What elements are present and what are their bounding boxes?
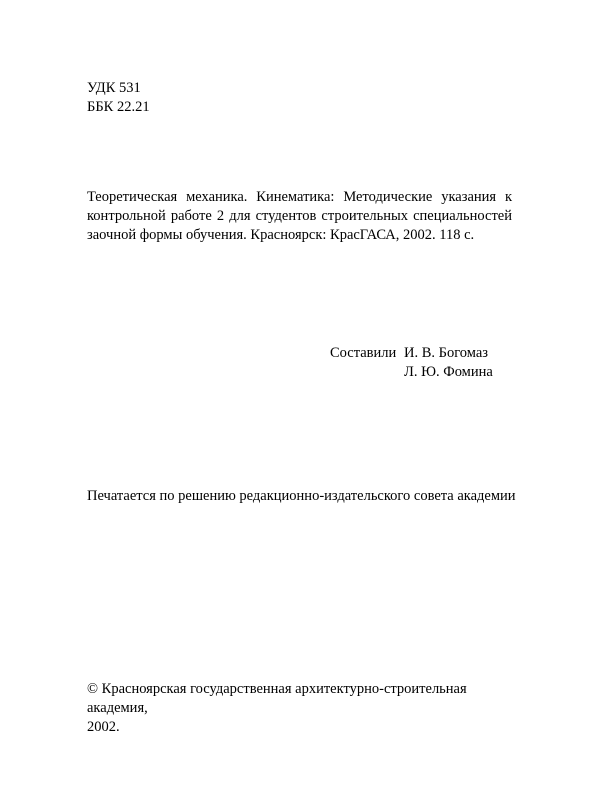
compiler-row — [330, 363, 512, 382]
bibliographic-line: контрольной работе 2 для студентов строительных специальностей — [87, 208, 512, 224]
publication-approval: Печатается по решению редакционно-издательского совета академии — [87, 488, 516, 504]
bibliographic-line: Теоретическая механика. Кинематика: Методические указания к — [87, 189, 512, 205]
copyright-notice — [87, 680, 517, 737]
compiler-name: Л. Ю. Фомина — [404, 364, 493, 380]
bibliographic-description — [87, 188, 512, 245]
lbc-code: ББК 22.21 — [87, 99, 150, 115]
compilers-block — [330, 344, 512, 382]
compiler-name: И. В. Богомаз — [404, 345, 489, 361]
classification-codes — [87, 79, 150, 117]
copyright-year: 2002. — [87, 719, 120, 735]
copyright-symbol: © — [87, 681, 99, 697]
compiler-row — [330, 344, 512, 363]
copyright-holder: Красноярская государственная архитектурно-строительная академия, — [87, 681, 467, 716]
compilers-label: Составили — [330, 345, 397, 361]
bibliographic-line: заочной формы обучения. Красноярск: КрасГАСА, 2002. 118 с. — [87, 227, 475, 243]
udc-code: УДК 531 — [87, 80, 141, 96]
